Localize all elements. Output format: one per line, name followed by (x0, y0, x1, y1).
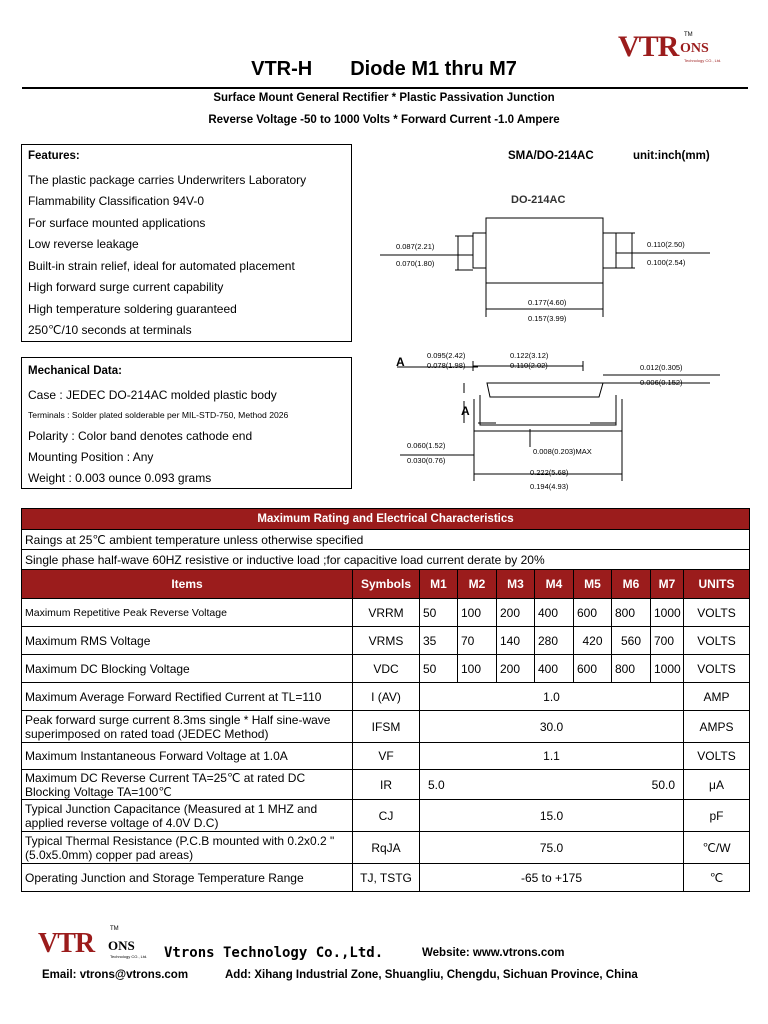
row-symbol: VDC (353, 655, 420, 683)
package-unit: unit:inch(mm) (633, 150, 710, 162)
row-value: 140 (497, 627, 535, 655)
row-value: 100 (458, 655, 497, 683)
dim-total-max: 0.222(5.68) (530, 468, 569, 477)
col-header-m6: M6 (612, 570, 651, 599)
feature-item: For surface mounted applications (28, 216, 206, 230)
footer-company: Vtrons Technology Co.,Ltd. (164, 945, 384, 961)
package-body-side-view (487, 383, 603, 397)
row-value-max: 50.0 (651, 777, 675, 792)
dim-gap: 0.008(0.203)MAX (533, 447, 592, 456)
dim-a2-min: 0.110(2.02) (510, 361, 548, 370)
table-row (22, 655, 750, 683)
col-header-m5: M5 (574, 570, 612, 599)
row-value: -65 to +175 (420, 864, 684, 892)
features-box (21, 144, 352, 342)
row-value: 800 (612, 599, 651, 627)
row-value: 75.0 (420, 832, 684, 864)
row-symbol: CJ (353, 800, 420, 832)
dim-a2-max: 0.122(3.12) (510, 351, 549, 360)
mechanical-case: Case : JEDEC DO-214AC molded plastic body (28, 388, 277, 402)
row-item: Maximum RMS Voltage (22, 627, 353, 655)
footer-website[interactable]: Website: www.vtrons.com (422, 947, 565, 959)
brand-logo-sub: ONS (680, 41, 709, 56)
dim-height-min: 0.070(1.80) (396, 259, 435, 268)
subtitle-rectifier: Surface Mount General Rectifier * Plastic Passivation Junction (213, 92, 555, 104)
feature-item: Flammability Classification 94V-0 (28, 194, 205, 208)
row-item: Typical Junction Capacitance (Measured at 1 MHZ and applied reverse voltage of 4.0V D.C) (22, 800, 353, 832)
row-value: 400 (535, 655, 574, 683)
title-part-number: VTR-H (251, 58, 313, 80)
table-row (22, 800, 750, 832)
row-item: Maximum DC Blocking Voltage (22, 655, 353, 683)
footer-logo-tm: TM (110, 926, 119, 932)
table-note: Single phase half-wave 60HZ resistive or inductive load ;for capacitive load current derate by 20% (22, 550, 750, 570)
col-header-m3: M3 (497, 570, 535, 599)
package-drawing (370, 185, 750, 495)
brand-tm: TM (684, 32, 693, 38)
row-unit: AMP (684, 683, 750, 711)
feature-item: Built-in strain relief, ideal for automated placement (28, 259, 295, 273)
table-row (22, 599, 750, 627)
mechanical-box (21, 357, 352, 489)
dim-a1-max: 0.095(2.42) (427, 351, 466, 360)
row-unit: VOLTS (684, 599, 750, 627)
package-body-top-view (486, 218, 603, 283)
row-symbol: IR (353, 770, 420, 800)
row-value: 50 (420, 655, 458, 683)
row-item: Maximum Average Forward Rectified Current at TL=110 (22, 683, 353, 711)
drawing-label: DO-214AC (511, 194, 566, 206)
row-symbol: I (AV) (353, 683, 420, 711)
row-item: Maximum Repetitive Peak Reverse Voltage (22, 599, 353, 627)
dim-total-min: 0.194(4.93) (530, 482, 569, 491)
row-value: 30.0 (420, 711, 684, 743)
row-value: 50 (420, 599, 458, 627)
row-symbol: RqJA (353, 832, 420, 864)
feature-item: Low reverse leakage (28, 237, 139, 251)
table-row (22, 770, 750, 800)
row-value: 200 (497, 599, 535, 627)
feature-item: High forward surge current capability (28, 280, 224, 294)
table-row (22, 832, 750, 864)
row-value: 560 (612, 627, 651, 655)
feature-item: High temperature soldering guaranteed (28, 302, 237, 316)
row-value: 800 (612, 655, 651, 683)
col-header-items: Items (22, 570, 353, 599)
row-unit: VOLTS (684, 743, 750, 770)
row-item: Maximum DC Reverse Current TA=25℃ at rated DC Blocking Voltage TA=100℃ (22, 770, 353, 800)
row-value: 280 (535, 627, 574, 655)
subtitle-ratings: Reverse Voltage -50 to 1000 Volts * Forward Current -1.0 Ampere (208, 114, 560, 126)
brand-logo-main: VTR (618, 30, 679, 63)
mechanical-heading: Mechanical Data: (28, 365, 122, 377)
mechanical-mounting: Mounting Position : Any (28, 450, 154, 464)
col-header-units: UNITS (684, 570, 750, 599)
mechanical-weight: Weight : 0.003 ounce 0.093 grams (28, 471, 212, 485)
label-a-mid: A (461, 404, 470, 418)
row-value: 100 (458, 599, 497, 627)
row-symbol: IFSM (353, 711, 420, 743)
mechanical-polarity: Polarity : Color band denotes cathode end (28, 429, 253, 443)
col-header-m7: M7 (651, 570, 684, 599)
row-value: 200 (497, 655, 535, 683)
row-value: 35 (420, 627, 458, 655)
brand-tagline: Technology CO., Ltd. (684, 58, 722, 63)
row-value-split (420, 770, 684, 800)
row-value: 1.0 (420, 683, 684, 711)
row-value: 700 (651, 627, 684, 655)
row-value: 420 (574, 627, 612, 655)
col-header-m2: M2 (458, 570, 497, 599)
row-symbol: VF (353, 743, 420, 770)
row-value: 1000 (651, 599, 684, 627)
footer-logo (38, 926, 158, 966)
footer-email[interactable]: Email: vtrons@vtrons.com (42, 969, 189, 981)
row-unit: VOLTS (684, 627, 750, 655)
dim-lead-max: 0.060(1.52) (407, 441, 446, 450)
row-unit: AMPS (684, 711, 750, 743)
dim-thickness-max: 0.012(0.305) (640, 363, 683, 372)
table-row (22, 683, 750, 711)
row-value: 70 (458, 627, 497, 655)
ratings-table (21, 508, 750, 892)
dim-length-max: 0.177(4.60) (528, 298, 567, 307)
label-a-left: A (396, 355, 405, 369)
table-row (22, 743, 750, 770)
table-row (22, 627, 750, 655)
row-unit: VOLTS (684, 655, 750, 683)
row-unit: pF (684, 800, 750, 832)
mechanical-terminals: Terminals : Solder plated solderable per MIL-STD-750, Method 2026 (28, 410, 289, 420)
row-symbol: VRMS (353, 627, 420, 655)
row-value: 600 (574, 655, 612, 683)
feature-item: The plastic package carries Underwriters Laboratory (28, 173, 307, 187)
row-item: Operating Junction and Storage Temperature Range (22, 864, 353, 892)
dim-length-min: 0.157(3.99) (528, 314, 567, 323)
package-name: SMA/DO-214AC (508, 150, 594, 162)
row-unit: ℃ (684, 864, 750, 892)
title-rule (22, 87, 748, 89)
dim-band-min: 0.100(2.54) (647, 258, 686, 267)
row-item: Peak forward surge current 8.3ms single * Half sine-wave superimposed on rated toad (JEDEC Method) (22, 711, 353, 743)
row-symbol: VRRM (353, 599, 420, 627)
footer-logo-sub: ONS (108, 938, 135, 953)
row-symbol: TJ, TSTG (353, 864, 420, 892)
features-heading: Features: (28, 150, 80, 162)
table-row (22, 711, 750, 743)
dim-a1-min: 0.078(1.98) (427, 361, 466, 370)
footer-address: Add: Xihang Industrial Zone, Shuangliu, Chengdu, Sichuan Province, China (225, 969, 638, 981)
row-unit: ℃/W (684, 832, 750, 864)
footer-logo-tagline: Technology CO., Ltd. (110, 954, 148, 959)
dim-lead-min: 0.030(0.76) (407, 456, 446, 465)
row-unit: μA (684, 770, 750, 800)
col-header-m1: M1 (420, 570, 458, 599)
row-value-min: 5.0 (428, 777, 445, 792)
table-row (22, 864, 750, 892)
table-note: Raings at 25℃ ambient temperature unless otherwise specified (22, 530, 750, 550)
row-item: Typical Thermal Resistance (P.C.B mounted with 0.2x0.2 " (5.0x5.0mm) copper pad areas) (22, 832, 353, 864)
row-value: 600 (574, 599, 612, 627)
col-header-m4: M4 (535, 570, 574, 599)
row-value: 15.0 (420, 800, 684, 832)
row-value: 1000 (651, 655, 684, 683)
title-description: Diode M1 thru M7 (350, 58, 517, 80)
row-value: 1.1 (420, 743, 684, 770)
col-header-symbols: Symbols (353, 570, 420, 599)
feature-item: 250℃/10 seconds at terminals (28, 323, 192, 337)
row-item: Maximum Instantaneous Forward Voltage at 1.0A (22, 743, 353, 770)
dim-thickness-min: 0.006(0.152) (640, 378, 683, 387)
dim-height-max: 0.087(2.21) (396, 242, 435, 251)
table-title: Maximum Rating and Electrical Characteristics (22, 509, 750, 530)
dim-band-max: 0.110(2.50) (647, 240, 685, 249)
footer-logo-main: VTR (38, 928, 95, 959)
row-value: 400 (535, 599, 574, 627)
page-title (0, 58, 768, 81)
